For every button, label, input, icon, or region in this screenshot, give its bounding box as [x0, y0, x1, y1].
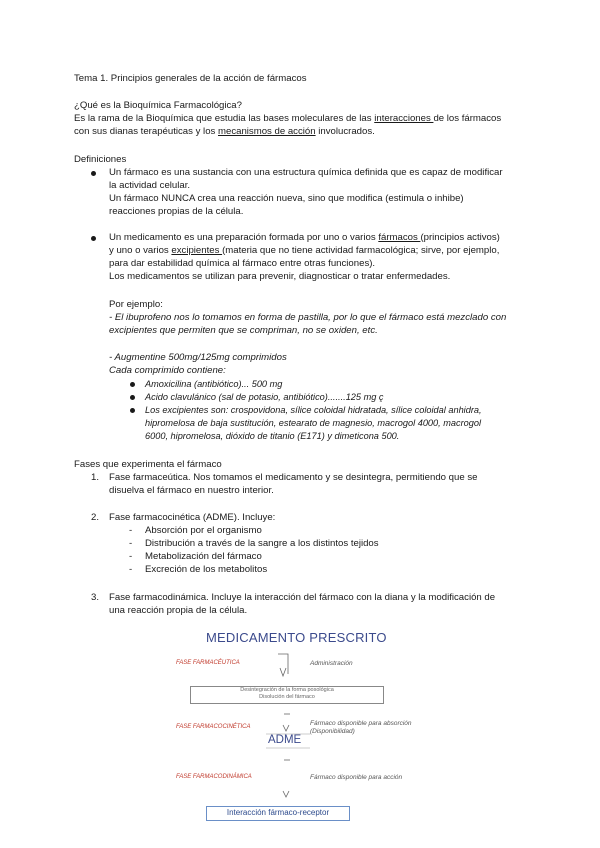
document-title: Tema 1. Principios generales de la acción de fármacos — [74, 73, 307, 84]
definition-line: Un medicamento es una preparación formada por uno o varios fármacos (principios activos) — [109, 232, 500, 243]
phase-line: Fase farmacodinámica. Incluye la interacción del fármaco con la diana y la modificación de — [109, 592, 496, 603]
list-number: 3. — [91, 592, 100, 603]
phase-diagram — [170, 630, 450, 828]
dash-marker: - — [129, 525, 133, 536]
definition-line: Los medicamentos se utilizan para prevenir, diagnosticar o tratar enfermedades. — [109, 271, 451, 282]
example-line: - Augmentine 500mg/125mg comprimidos — [109, 352, 287, 363]
definition-line: Un fármaco es una sustancia con una estructura química definida que es capaz de modificar — [109, 167, 503, 178]
bullet-icon — [130, 408, 135, 413]
underlined-term: excipientes — [171, 245, 223, 256]
list-number: 1. — [91, 472, 100, 483]
list-item: Amoxicilina (antibiótico)... 500 mg — [145, 379, 283, 389]
dash-marker: - — [129, 564, 133, 575]
pharmaceutical-phase-box: Desintegración de la forma posológica Disolución del fármaco — [190, 686, 384, 704]
example-line: - El ibuprofeno nos lo tomamos en forma de pastilla, por lo que el fármaco está mezclado con — [109, 312, 507, 323]
paragraph-line: con sus dianas terapéuticas y los mecanismos de acción involucrados. — [74, 126, 375, 137]
list-item-continuation: 6000, hipromelosa, dióxido de titanio (E171) y dimeticona 500. — [145, 431, 400, 441]
bullet-icon — [91, 171, 96, 176]
bullet-icon — [130, 395, 135, 400]
list-item: Distribución a través de la sangre a los distintos tejidos — [145, 538, 379, 549]
list-item: Acido clavulánico (sal de potasio, antibiótico).......125 mg ç — [145, 392, 384, 402]
phase-line: disuelva el fármaco en nuestro interior. — [109, 485, 274, 496]
phase-line: una reacción propia de la célula. — [109, 605, 248, 616]
example-label: Por ejemplo: — [109, 299, 163, 310]
definition-line: y uno o varios excipientes (materia que no tiene actividad farmacológica; sirve, por ejemplo, — [109, 245, 500, 256]
example-line: excipientes que permiten que se compriman, no se oxiden, etc. — [109, 325, 378, 336]
definition-line: reacciones propias de la célula. — [109, 206, 244, 217]
section-heading-fases: Fases que experimenta el fármaco — [74, 459, 222, 470]
dash-marker: - — [129, 551, 133, 562]
step-label: Administración — [310, 660, 353, 667]
step-label: Fármaco disponible para absorción (Disponibilidad) — [310, 720, 412, 735]
list-item: Absorción por el organismo — [145, 525, 262, 536]
section-heading-definiciones: Definiciones — [74, 154, 127, 165]
paragraph-line: Es la rama de la Bioquímica que estudia las bases moleculares de las interacciones de los fármacos — [74, 113, 502, 124]
underlined-term: interacciones — [374, 113, 434, 124]
adme-label: ADME — [268, 734, 302, 746]
definition-line: Un fármaco NUNCA crea una reacción nueva, sino que modifica (estimula o inhibe) — [109, 193, 464, 204]
dash-marker: - — [129, 538, 133, 549]
phase-line: Fase farmaceútica. Nos tomamos el medicamento y se desintegra, permitiendo que se — [109, 472, 478, 483]
section-heading-que-es: ¿Qué es la Bioquímica Farmacológica? — [74, 100, 242, 111]
list-number: 2. — [91, 512, 100, 523]
definition-line: la actividad celular. — [109, 180, 191, 191]
bullet-icon — [91, 236, 96, 241]
list-item: Metabolización del fármaco — [145, 551, 262, 562]
list-item: Los excipientes son: crospovidona, sílice coloidal hidratada, sílice coloidal anhidra, — [145, 405, 482, 415]
underlined-term: fármacos — [378, 232, 421, 243]
list-item-continuation: hipromelosa de baja sustitución, estearato de magnesio, macrogol 4000, macrogol — [145, 418, 482, 428]
list-item: Excreción de los metabolitos — [145, 564, 268, 575]
final-box: Interacción fármaco-receptor — [206, 806, 350, 821]
phase-label: FASE FARMACODINÁMICA — [176, 774, 252, 780]
definition-line: para dar estabilidad química al fármaco entre otras funciones). — [109, 258, 376, 269]
phase-line: Fase farmacocinética (ADME). Incluye: — [109, 512, 276, 523]
bullet-icon — [130, 382, 135, 387]
phase-label: FASE FARMACOCINÉTICA — [176, 724, 251, 730]
diagram-title: MEDICAMENTO PRESCRITO — [206, 630, 387, 645]
phase-label: FASE FARMACÉUTICA — [176, 660, 240, 666]
underlined-term: mecanismos de acción — [218, 126, 316, 137]
example-line: Cada comprimido contiene: — [109, 365, 226, 376]
step-label: Fármaco disponible para acción — [310, 774, 403, 781]
